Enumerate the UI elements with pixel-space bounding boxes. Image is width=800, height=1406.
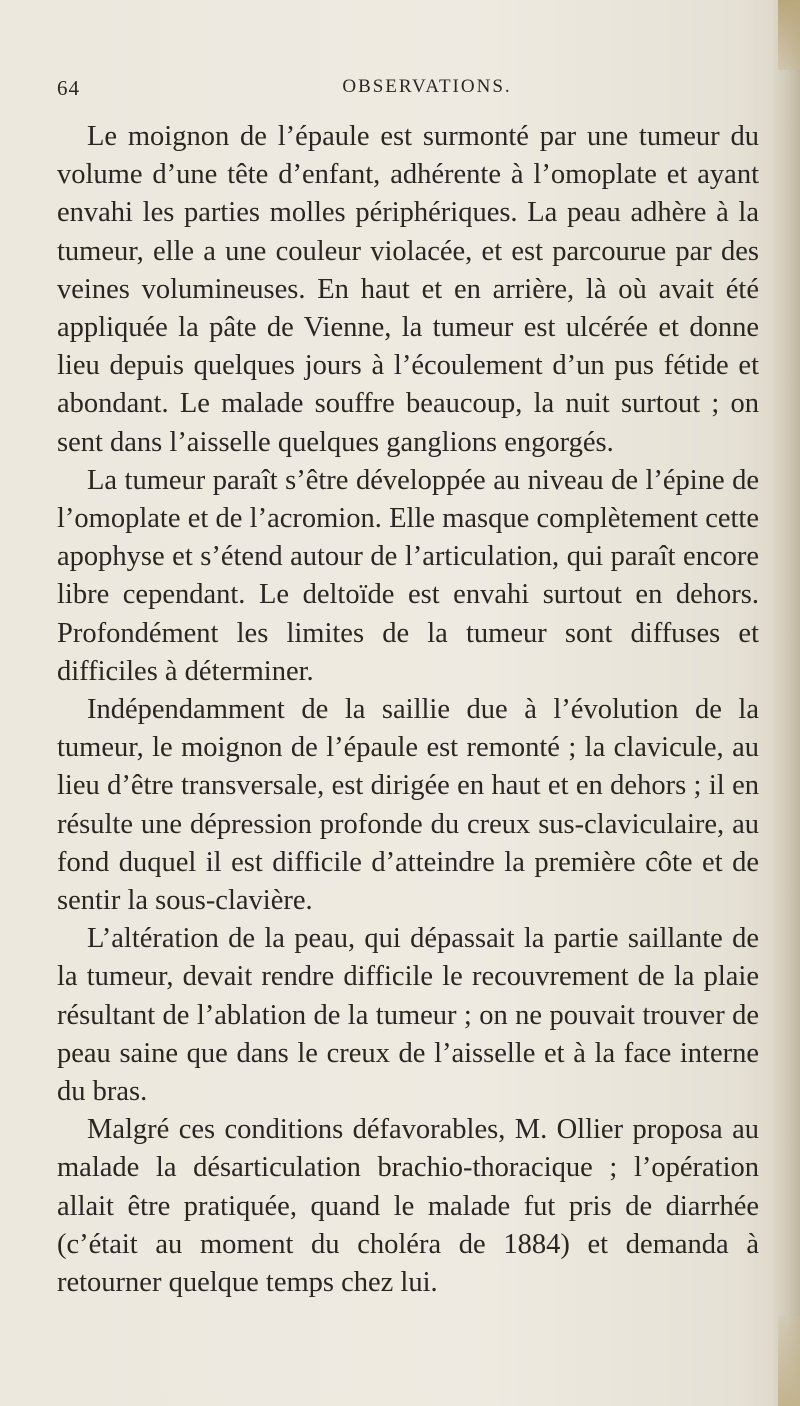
running-head: OBSERVATIONS. (342, 76, 512, 97)
page-number: 64 (57, 76, 80, 100)
paragraph-tumor-description: Le moignon de l’épaule est surmonté par une tumeur du volume d’une tête d’enfant, adhérente à l’omoplate et ayant envahi les parties molles périphériques. La peau adhère à la tumeur, elle a une couleur violacée, et est parcourue par des veines volumineuses. En haut et en arrière, là où avait été appliquée la pâte de Vienne, la tumeur est ulcérée et donne lieu depuis quelques jours à l’écoulement d’un pus fétide et abondant. Le malade souffre beaucoup, la nuit surtout ; on sent dans l’aisselle quelques ganglions engorgés. (57, 121, 759, 458)
paragraph-tumor-origin: La tumeur paraît s’être développée au niveau de l’épine de l’omoplate et de l’acromion. Elle masque complètement cette apophyse et s’étend autour de l’articulation, qui paraît encore libre cependant. Le deltoïde est envahi surtout en dehors. Profondément les limites de la tumeur sont diffuses et difficiles à déterminer. (57, 464, 759, 687)
page-header (57, 76, 757, 110)
page-edge-shadow (772, 0, 800, 1406)
page-stain-top (778, 0, 800, 70)
paragraph-skin-alteration: L’altération de la peau, qui dépassait la partie saillante de la tumeur, devait rendre difficile le recouvrement de la plaie résultant de l’ablation de la tumeur ; on ne pouvait trouver de peau saine que dans le creux de l’aisselle et à la face interne du bras. (57, 923, 759, 1108)
page-stain-bottom (778, 1316, 800, 1406)
paragraph-shoulder-deformity: Indépendamment de la saillie due à l’évolution de la tumeur, le moignon de l’épaule est remonté ; la clavicule, au lieu d’être transversale, est dirigée en haut et en dehors ; il en résulte une dépression profonde du creux sus-claviculaire, au fond duquel il est difficile d’atteindre la première côte et de sentir la sous-clavière. (57, 694, 759, 917)
body-text (57, 118, 759, 1302)
paragraph-proposed-operation: Malgré ces conditions défavorables, M. Ollier proposa au malade la désarticulation brachio-thoracique ; l’opération allait être pratiquée, quand le malade fut pris de diarrhée (c’était au moment du choléra de 1884) et demanda à retourner quelque temps chez lui. (57, 1114, 759, 1299)
